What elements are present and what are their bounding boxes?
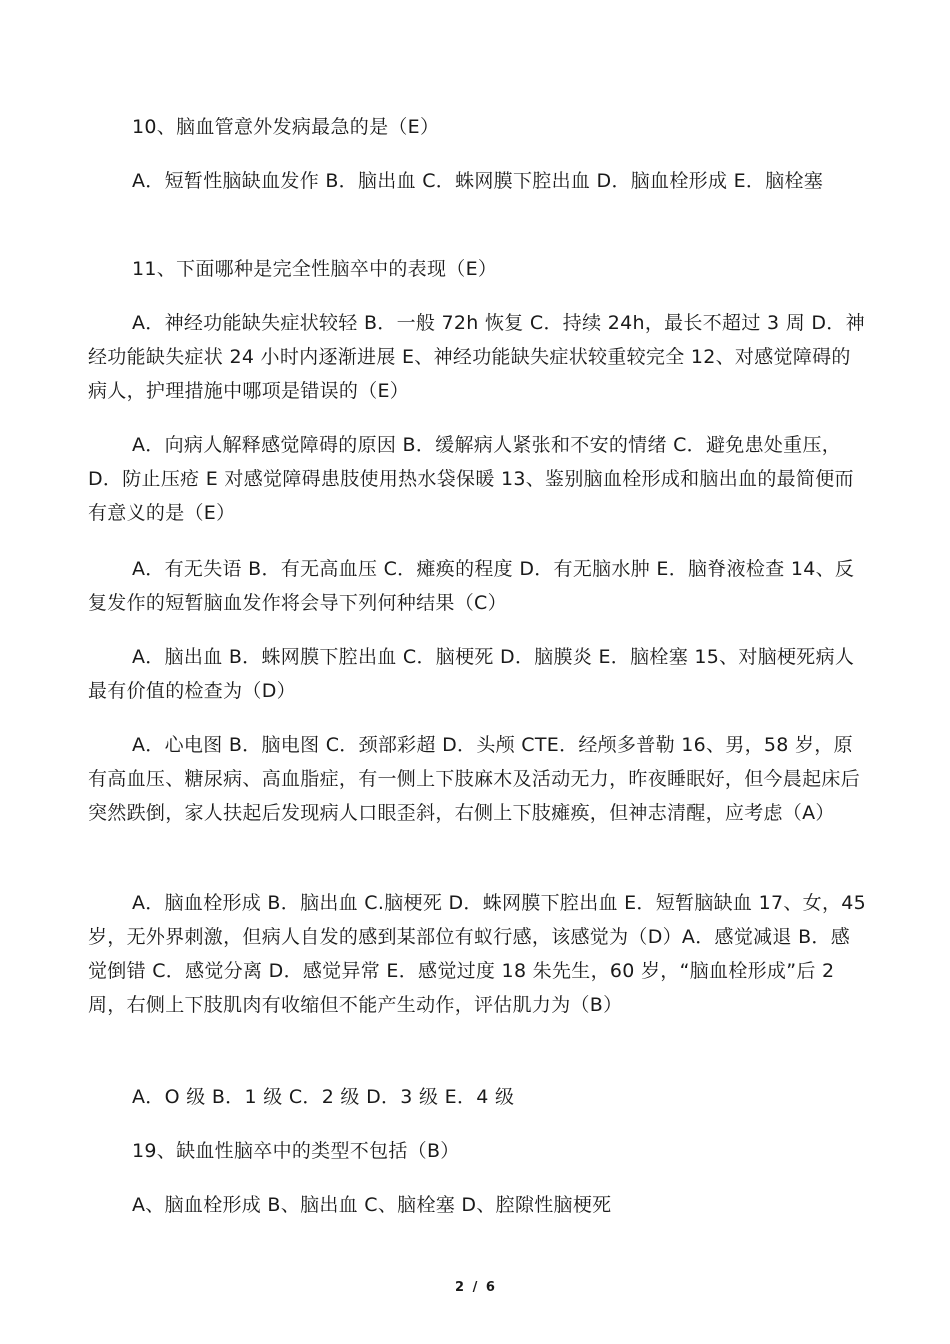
question-15-options-question-16: A．心电图 B．脑电图 C．颈部彩超 D．头颅 CTE．经颅多普勒 16、男，58 岁，原有高血压、糖尿病、高血脂症，有一侧上下肢麻木及活动无力，昨夜睡眠好，但今晨起床后突然跌倒，家人扶起后发现病人口眼歪斜，右侧上下肢瘫痪，但神志清醒，应考虑（A）	[88, 734, 861, 824]
question-10-options: A．短暂性脑缺血发作 B．脑出血 C．蛛网膜下腔出血 D．脑血栓形成 E．脑栓塞	[132, 170, 824, 192]
question-10: 10、脑血管意外发病最急的是（E）	[132, 116, 440, 138]
question-19: 19、缺血性脑卒中的类型不包括（B）	[132, 1140, 460, 1162]
question-11-options-question-12: A．神经功能缺失症状较轻 B．一般 72h 恢复 C．持续 24h，最长不超过 3 周 D．神经功能缺失症状 24 小时内逐渐进展 E、神经功能缺失症状较重较完全 12、对感觉障碍的病人，护理措施中哪项是错误的（E）	[88, 312, 865, 402]
question-13-options-question-14: A．有无失语 B．有无高血压 C．瘫痪的程度 D．有无脑水肿 E．脑脊液检查 14、反复发作的短暂脑血发作将会导下列何种结果（C）	[88, 558, 855, 614]
question-16-options-question-17-18: A．脑血栓形成 B．脑出血 C.脑梗死 D．蛛网膜下腔出血 E．短暂脑缺血 17、女，45 岁，无外界刺激，但病人自发的感到某部位有蚁行感，该感觉为（D）A．感觉减退 B．感觉倒错 C．感觉分离 D．感觉异常 E．感觉过度 18 朱先生，60 岁，“脑血栓形成”后 2 周，右侧上下肢肌肉有收缩但不能产生动作，评估肌力为（B）	[88, 892, 867, 1016]
page-number	[0, 1280, 950, 1295]
question-19-options: A、脑血栓形成 B、脑出血 C、脑栓塞 D、腔隙性脑梗死	[132, 1194, 612, 1216]
page-separator: /	[472, 1280, 478, 1295]
question-14-options-question-15: A．脑出血 B．蛛网膜下腔出血 C．脑梗死 D．脑膜炎 E．脑栓塞 15、对脑梗死病人最有价值的检查为（D）	[88, 646, 855, 702]
question-11: 11、下面哪种是完全性脑卒中的表现（E）	[132, 258, 498, 280]
question-12-options-question-13: A．向病人解释感觉障碍的原因 B．缓解病人紧张和不安的情绪 C．避免患处重压，D．防止压疮 E 对感觉障碍患肢使用热水袋保暖 13、鉴别脑血栓形成和脑出血的最简便而有意义的是（E）	[88, 434, 854, 524]
total-pages: 6	[485, 1280, 495, 1295]
current-page: 2	[455, 1280, 465, 1295]
question-18-options: A．O 级 B．1 级 C．2 级 D．3 级 E．4 级	[132, 1086, 515, 1108]
